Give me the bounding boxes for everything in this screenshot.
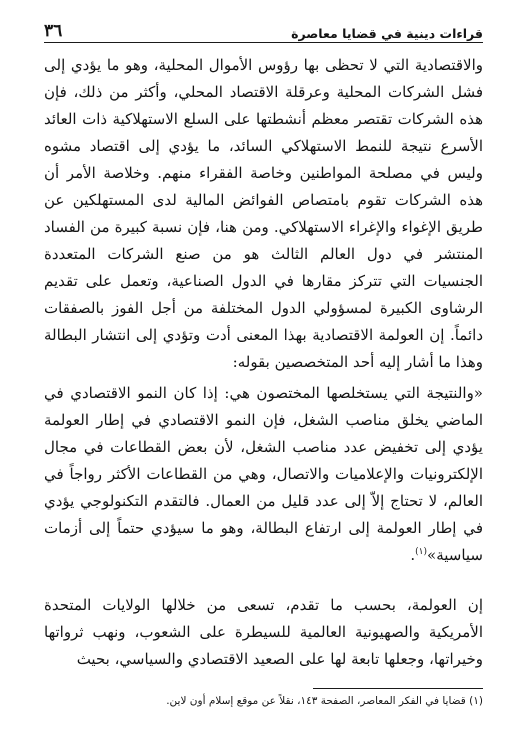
block-quote [44, 380, 483, 569]
quote-paragraph [44, 380, 483, 569]
quote-text: «والنتيجة التي يستخلصها المختصون هي: إذا كان النمو الاقتصادي في الماضي يخلق مناصب الشغل، فإن النمو الاقتصادي في إطار العولمة يؤدي إلى تخفيض عدد مناصب الشغل، لأن بعض القطاعات في مجال الإلكترونيات والإعلاميات والاتصال، وهي من القطاعات الأكثر رواجاً في العالم، لا تحتاج إلاّ إلى عدد قليل من العمال. فالتقدم التكنولوجي يؤدي في إطار العولمة إلى ارتفاع البطالة، وهو ما سيؤدي حتماً إلى أزمات سياسية» [44, 384, 483, 564]
body-paragraph-1 [44, 52, 483, 376]
body-paragraph-3 [44, 592, 483, 673]
quote-end-mark: . [410, 546, 416, 564]
paragraph-text: والاقتصادية التي لا تحظى بها رؤوس الأموال المحلية، وهو ما يؤدي إلى فشل الشركات المحلية وعرقلة الاقتصاد المحلي، وأكثر من ذلك، فإن هذه الشركات تقتصر معظم أنشطتها على السلع الاستهلاكية ذات العائد الأسرع نتيجة للنمط الاستهلاكي السائد، ما يؤدي إلى اقتصاد مشوه وليس في مصلحة المواطنين وخاصة الفقراء منهم. وخلاصة الأمر أن هذه الشركات تقوم بامتصاص الفوائض المالية لدى المستهلكين عن طريق الإغواء والإغراء الاستهلاكي. ومن هنا، فإن نسبة كبيرة من الفساد المنتشر في دول العالم الثالث هو من صنع الشركات المتعددة الجنسيات التي تتركز مقارها في الدول الصناعية، وتعمل على تقديم الرشاوى الكبيرة لمسؤولي الدول المختلفة من أجل الفوز بالصفقات دائماً. إن العولمة الاقتصادية بهذا المعنى أدت وتؤدي إلى انتشار البطالة وهذا ما أشار إليه أحد المتخصصين بقوله: [44, 56, 483, 371]
footnote: (١) قضايا في الفكر المعاصر، الصفحة ١٤٣، نقلاً عن موقع إسلام أون لاين. [166, 695, 483, 707]
page-header [44, 14, 483, 43]
paragraph-text: إن العولمة، بحسب ما تقدم، تسعى من خلالها الولايات المتحدة الأمريكية والصهيونية العالمية للسيطرة على الشعوب، ونهب ثرواتها وخيراتها، وجعلها تابعة لها على الصعيد الاقتصادي والسياسي، بحيث [44, 596, 483, 668]
footnote-divider [313, 688, 483, 689]
page-number: ٣٦ [44, 21, 63, 41]
running-title: قراءات دينية في قضايا معاصرة [291, 25, 483, 41]
footnote-marker: (١) [415, 547, 428, 557]
